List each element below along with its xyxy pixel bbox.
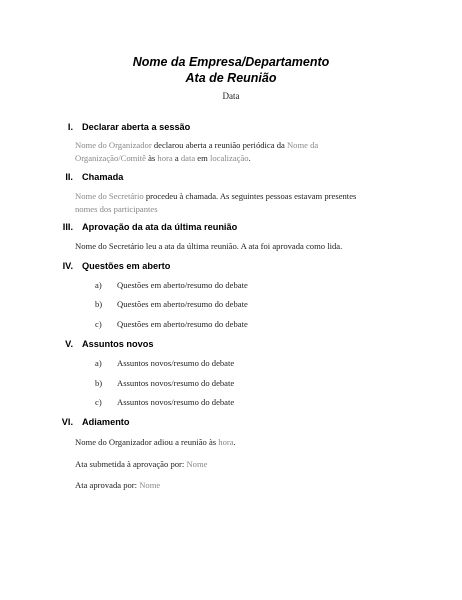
section-heading-1 bbox=[33, 122, 190, 132]
placeholder-date: data bbox=[180, 153, 196, 163]
section-2-paragraph bbox=[75, 190, 375, 216]
item-letter: c) bbox=[95, 397, 102, 407]
item-text: Assuntos novos/resumo do debate bbox=[117, 378, 235, 388]
placeholder-participants: nomes dos participantes bbox=[75, 204, 158, 214]
placeholder-time: hora bbox=[218, 437, 234, 447]
list-item bbox=[95, 358, 234, 368]
text-run: às bbox=[145, 153, 158, 163]
submitted-by-line bbox=[75, 458, 375, 471]
item-letter: a) bbox=[95, 358, 102, 368]
section-title: Chamada bbox=[82, 172, 124, 182]
section-title: Assuntos novos bbox=[82, 339, 154, 349]
text-run: procedeu à chamada. As seguintes pessoas estavam presentes bbox=[143, 191, 357, 201]
approved-by-line bbox=[75, 479, 375, 492]
text-run: . bbox=[233, 437, 236, 447]
section-number: V. bbox=[65, 339, 73, 349]
text-run: declarou aberta a reunião periódica da bbox=[151, 140, 287, 150]
section-number: II. bbox=[65, 172, 73, 182]
item-text: Assuntos novos/resumo do debate bbox=[117, 397, 235, 407]
text-run: Nome do Organizador adiou a reunião às bbox=[75, 437, 219, 447]
placeholder-location: localização bbox=[209, 153, 249, 163]
section-3-paragraph: Nome do Secretário leu a ata da última reunião. A ata foi aprovada como lida. bbox=[75, 241, 343, 251]
placeholder-name: Nome bbox=[139, 480, 161, 490]
text-run: Ata aprovada por: bbox=[75, 480, 140, 490]
section-heading-5 bbox=[33, 339, 153, 349]
section-1-paragraph bbox=[75, 139, 375, 165]
section-heading-4 bbox=[33, 261, 170, 271]
section-number: IV. bbox=[62, 261, 73, 271]
section-title: Adiamento bbox=[82, 417, 130, 427]
section-number: I. bbox=[67, 122, 73, 132]
text-run: a bbox=[172, 153, 181, 163]
section-number: III. bbox=[62, 222, 73, 232]
company-title: Nome da Empresa/Departamento bbox=[132, 55, 330, 69]
item-letter: b) bbox=[95, 378, 103, 388]
section-number: VI. bbox=[61, 417, 73, 427]
item-text: Assuntos novos/resumo do debate bbox=[117, 358, 235, 368]
section-heading-6 bbox=[33, 417, 129, 427]
text-run: . bbox=[248, 153, 251, 163]
item-text: Questões em aberto/resumo do debate bbox=[117, 280, 248, 290]
text-run: em bbox=[195, 153, 210, 163]
placeholder-time: hora bbox=[157, 153, 173, 163]
section-heading-3 bbox=[33, 222, 237, 232]
date-line: Data bbox=[222, 91, 240, 101]
item-letter: b) bbox=[95, 299, 103, 309]
placeholder-name: Nome bbox=[186, 459, 208, 469]
text-run: Ata submetida à aprovação por: bbox=[75, 459, 187, 469]
section-heading-2 bbox=[33, 172, 123, 182]
placeholder-secretary: Nome do Secretário bbox=[75, 191, 144, 201]
document-title: Ata de Reunião bbox=[185, 71, 277, 85]
list-item bbox=[95, 319, 248, 329]
item-text: Questões em aberto/resumo do debate bbox=[117, 299, 248, 309]
section-title: Aprovação da ata da última reunião bbox=[82, 222, 238, 232]
placeholder-organizer: Nome do Organizador bbox=[75, 140, 152, 150]
list-item bbox=[95, 280, 248, 290]
list-item bbox=[95, 378, 234, 388]
list-item bbox=[95, 397, 234, 407]
section-title: Declarar aberta a sessão bbox=[82, 122, 191, 132]
item-text: Questões em aberto/resumo do debate bbox=[117, 319, 248, 329]
item-letter: a) bbox=[95, 280, 102, 290]
item-letter: c) bbox=[95, 319, 102, 329]
section-title: Questões em aberto bbox=[82, 261, 171, 271]
adjournment-line bbox=[75, 436, 375, 449]
list-item bbox=[95, 299, 248, 309]
placeholder-organization: Nome da Organização/Comitê bbox=[75, 140, 319, 163]
